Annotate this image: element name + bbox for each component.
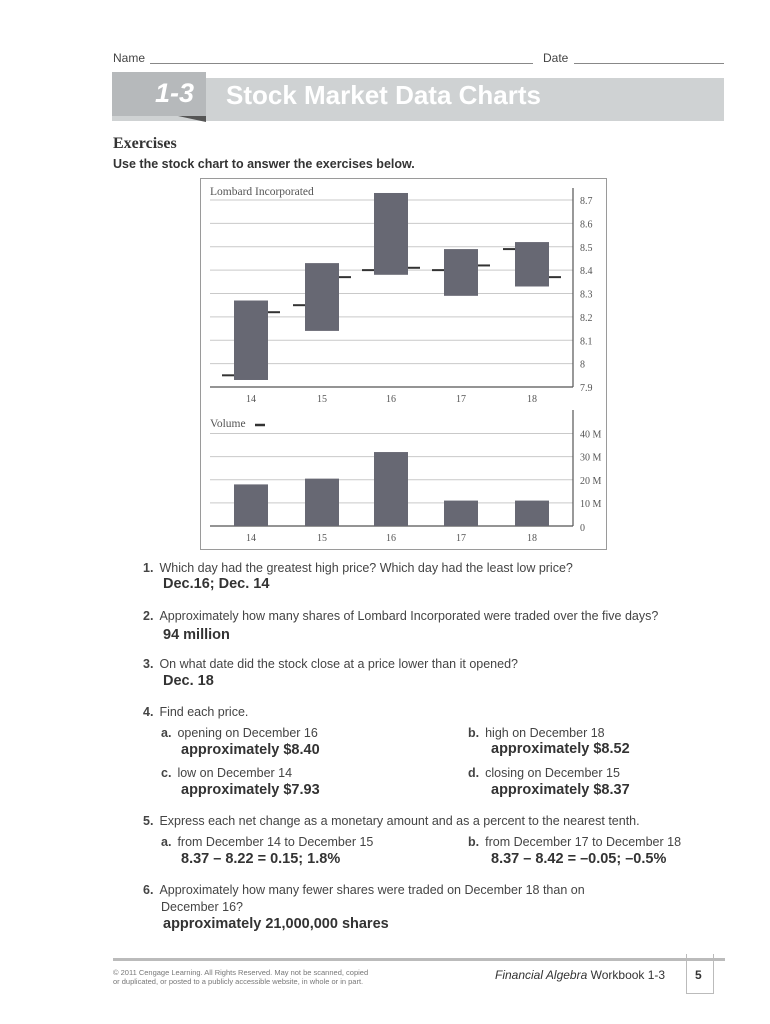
price-chart-title: Lombard Incorporated (210, 186, 314, 198)
answer-4c: approximately $7.93 (181, 782, 320, 798)
answer-4a: approximately $8.40 (181, 742, 320, 758)
price-bar-day-16 (374, 193, 408, 275)
answer-1: Dec.16; Dec. 14 (163, 576, 270, 592)
volume-x-tick: 16 (386, 533, 396, 544)
volume-y-tick: 0 (580, 523, 585, 534)
volume-y-tick: 40 M (580, 429, 602, 441)
price-bar-day-14 (234, 301, 268, 380)
part-letter: b. (468, 726, 480, 740)
workbook-label (495, 968, 665, 982)
volume-bar-day-15 (305, 479, 339, 526)
price-y-tick: 8.3 (580, 289, 593, 301)
question-4d (468, 766, 620, 780)
price-y-tick: 8.2 (580, 312, 593, 324)
question-number: 5. (143, 814, 154, 828)
volume-x-tick: 17 (456, 533, 466, 544)
volume-bar-day-18 (515, 501, 549, 526)
question-text: On what date did the stock close at a price lower than it opened? (159, 657, 518, 671)
volume-y-tick: 30 M (580, 452, 602, 464)
question-5 (143, 814, 640, 828)
price-x-tick: 17 (456, 394, 466, 405)
part-text: low on December 14 (177, 766, 293, 780)
part-text: high on December 18 (485, 726, 605, 740)
price-x-tick: 16 (386, 394, 396, 405)
price-y-tick: 8.5 (580, 242, 593, 254)
copyright (113, 968, 373, 986)
price-y-tick: 8 (580, 359, 585, 371)
part-text: from December 14 to December 15 (177, 835, 374, 849)
answer-4b: approximately $8.52 (491, 741, 630, 757)
price-y-tick: 7.9 (580, 383, 593, 394)
volume-chart-title: Volume (210, 418, 246, 430)
question-number: 1. (143, 561, 154, 575)
price-bar-day-15 (305, 263, 339, 331)
exercises-instruction: Use the stock chart to answer the exercises below. (113, 157, 415, 171)
price-y-tick: 8.7 (580, 196, 593, 207)
question-5b (468, 835, 681, 849)
volume-y-tick: 20 M (580, 475, 602, 487)
price-y-tick: 8.1 (580, 336, 593, 348)
question-text: Which day had the greatest high price? Which day had the least low price? (159, 561, 573, 575)
name-label: Name (113, 51, 146, 65)
volume-x-tick: 15 (317, 533, 327, 544)
footer-rule (113, 958, 725, 961)
question-text: Approximately how many shares of Lombard Incorporated were traded over the five days? (159, 609, 659, 623)
question-number: 3. (143, 657, 154, 671)
question-number: 6. (143, 883, 154, 897)
volume-bar-day-17 (444, 501, 478, 526)
part-text: from December 17 to December 18 (485, 835, 682, 849)
page-number: 5 (695, 968, 702, 982)
question-6-line2: December 16? (161, 900, 243, 914)
part-letter: c. (161, 766, 172, 780)
price-x-tick: 14 (246, 394, 256, 405)
answer-6: approximately 21,000,000 shares (163, 916, 389, 932)
book-title: Financial Algebra (495, 968, 588, 982)
price-y-tick: 8.6 (580, 219, 593, 231)
price-y-tick: 8.4 (580, 266, 593, 278)
question-4a (161, 726, 318, 740)
question-text: Express each net change as a monetary amount and as a percent to the nearest tenth. (159, 814, 640, 828)
date-label: Date (543, 51, 569, 65)
question-2 (143, 609, 658, 623)
question-text: Approximately how many fewer shares were traded on December 18 than on (159, 883, 585, 897)
answer-4d: approximately $8.37 (491, 782, 630, 798)
part-text: closing on December 15 (485, 766, 620, 780)
price-bar-day-17 (444, 249, 478, 296)
volume-y-tick: 10 M (580, 498, 602, 510)
volume-bar-day-14 (234, 484, 268, 526)
question-number: 4. (143, 705, 154, 719)
question-number: 2. (143, 609, 154, 623)
volume-x-tick: 14 (246, 533, 256, 544)
part-letter: a. (161, 835, 172, 849)
answer-3: Dec. 18 (163, 673, 214, 689)
question-text: Find each price. (159, 705, 249, 719)
copyright-line: or duplicated, or posted to a publicly accessible website, in whole or in part. (113, 977, 364, 986)
question-1 (143, 561, 573, 575)
part-letter: a. (161, 726, 172, 740)
volume-x-tick: 18 (527, 533, 537, 544)
part-letter: d. (468, 766, 480, 780)
question-6 (143, 883, 585, 897)
question-5a (161, 835, 373, 849)
price-x-tick: 15 (317, 394, 327, 405)
lesson-title: Stock Market Data Charts (226, 80, 541, 110)
copyright-line: © 2011 Cengage Learning. All Rights Reserved. May not be scanned, copied (113, 968, 369, 977)
part-text: opening on December 16 (177, 726, 318, 740)
question-3 (143, 657, 518, 671)
exercises-heading: Exercises (113, 135, 177, 152)
part-letter: b. (468, 835, 480, 849)
question-4b (468, 726, 605, 740)
volume-bar-day-16 (374, 452, 408, 526)
answer-5a: 8.37 – 8.22 = 0.15; 1.8% (181, 851, 341, 867)
answer-2: 94 million (163, 627, 230, 643)
answer-5b: 8.37 – 8.42 = –0.05; –0.5% (491, 851, 667, 867)
question-4 (143, 705, 248, 719)
price-bar-day-18 (515, 242, 549, 286)
workbook-ref: Workbook 1-3 (587, 968, 666, 982)
price-x-tick: 18 (527, 394, 537, 405)
lesson-number: 1-3 (155, 78, 195, 108)
question-4c (161, 766, 292, 780)
